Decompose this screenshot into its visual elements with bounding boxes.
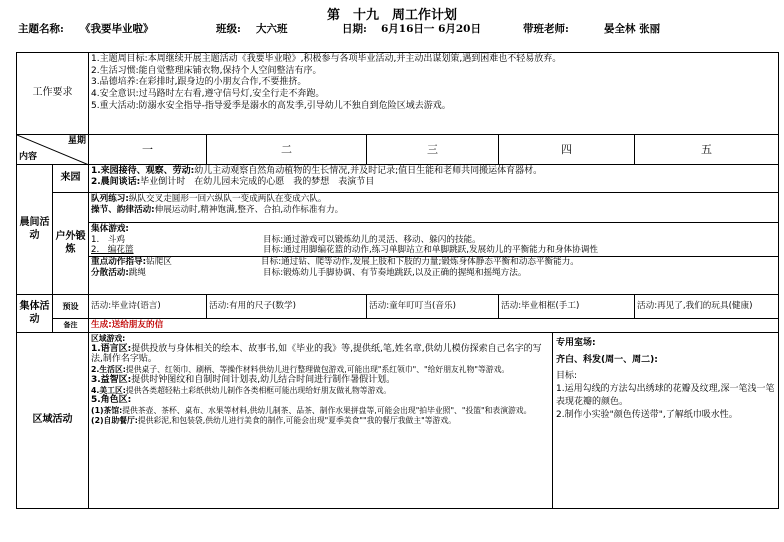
activity-wednesday: 活动:童年叮叮当(音乐) — [367, 295, 499, 319]
theme-value: 《我要毕业啦》 — [80, 23, 154, 35]
arrival-line1-title: 1.来园接待、观察、劳动: — [91, 166, 195, 176]
rhythm-title: 操节、韵律活动: — [91, 204, 155, 215]
generated-activity: 生成:送给朋友的信 — [89, 319, 779, 333]
art-area-text: 提供各类超轻粘土彩纸供幼儿制作各类相框可能出现给好朋友做礼物等游戏。 — [125, 385, 391, 395]
drill-title: 队列练习: — [91, 194, 129, 204]
corner-week-label: 星期 — [67, 136, 86, 146]
theme-label: 主题名称: — [18, 23, 64, 35]
class-value: 大六班 — [256, 23, 288, 35]
collective-activities-label: 集体活动 — [17, 295, 53, 333]
arrival-label: 来园 — [53, 165, 89, 193]
activity-thursday: 活动:毕业相框(手工) — [499, 295, 635, 319]
teahouse-title: (1)茶馆: — [91, 406, 123, 416]
date-label: 日期: — [342, 23, 367, 35]
day-thursday: 四 — [499, 135, 635, 165]
class-label: 班级: — [216, 23, 241, 35]
art-area-title: 4.美工区: — [91, 385, 126, 395]
puzzle-area-text: 提供时钟图纹和自制时间计划表,幼儿结合时间进行制作暑假计划。 — [131, 374, 396, 385]
note-label: 备注 — [53, 319, 89, 333]
group-activity-goal: 目标:锻炼幼儿手脚协调、有节奏地跳跃,以及正确的握绳和摇绳方法。 — [263, 267, 527, 278]
game-2-goal: 目标:通过用脚编花篮的动作,练习单脚站立和单脚跳跃,发展幼儿的平衡能力和身体协调性 — [263, 245, 598, 256]
page-title: 第 十九 周工作计划 — [326, 8, 457, 23]
special-goal-1: 1.运用勾线的方法勾出绣球的花瓣及纹理,深一笔浅一笔表现花瓣的颜色。 — [556, 384, 775, 408]
teacher-value: 晏全林 张丽 — [604, 23, 661, 35]
group-activity-title: 分散活动: — [91, 267, 129, 278]
day-friday: 五 — [635, 135, 779, 165]
preset-label: 预设 — [53, 295, 89, 319]
buffet-title: (2)自助餐厅: — [91, 415, 138, 425]
puzzle-area-title: 3.益智区: — [91, 374, 132, 385]
day-tuesday: 二 — [207, 135, 367, 165]
morning-activities-label: 晨间活动 — [17, 165, 53, 295]
special-rooms-schedule: 齐白、科发(周一、周二): — [556, 355, 658, 366]
game-1: 1. 斗鸡 — [91, 234, 125, 245]
special-goal-label: 目标: — [556, 371, 578, 382]
game-1-goal: 目标:通过游戏可以锻炼幼儿的灵活、移动、躲闪的技能。 — [263, 234, 481, 245]
requirement-item: 4.安全意识:过马路时左右看,遵守信号灯,安全行走不奔跑。 — [91, 89, 325, 100]
exercise-drills — [89, 193, 779, 223]
week-corner-cell — [17, 135, 89, 165]
special-rooms-content — [553, 333, 779, 509]
area-games-content — [89, 333, 553, 509]
requirement-item: 5.重大活动:防溺水安全指导-指导爱季是溺水的高发季,引导幼儿不独自到危险区域去游戏。 — [91, 100, 451, 111]
key-action-value: 钻爬区 — [146, 257, 172, 268]
games-title: 集体游戏: — [91, 224, 129, 234]
day-monday: 一 — [89, 135, 207, 165]
language-area-text: 提供投放与身体相关的绘本、故事书,如《毕业的我》等,提供纸,笔,姓名章,供幼儿模仿探索自己名字的写法,制作名字贴。 — [91, 343, 542, 365]
area-activities-label: 区域活动 — [17, 333, 89, 509]
key-action-title: 重点动作指导: — [91, 257, 146, 268]
arrival-content — [89, 165, 779, 193]
rhythm-text: 伸展运动时,精神饱满,整齐、合拍,动作标准有力。 — [154, 204, 344, 215]
activity-monday: 活动:毕业诗(语言) — [89, 295, 207, 319]
arrival-line2-title: 2.晨间谈话: — [91, 177, 141, 188]
teacher-label: 带班老师: — [523, 23, 569, 35]
work-requirements-label: 工作要求 — [17, 53, 89, 135]
day-wednesday: 三 — [367, 135, 499, 165]
group-activity-value: 跳绳 — [128, 267, 147, 278]
requirement-item: 2.生活习惯:能自觉整理床铺衣物,保持个人空间整洁有序。 — [91, 65, 322, 76]
teahouse-text: 提供茶壶、茶杯、桌布、水果等材料,供幼儿制茶、品茶、制作水果拼盘等,可能会出现"拍毕业照"、"投篮"和表演游戏。 — [122, 406, 532, 416]
game-2: 2. 编花篮 — [91, 245, 134, 256]
activity-friday: 活动:再见了,我们的玩具(健康) — [635, 295, 779, 319]
requirement-item: 3.品德培养:在彩排时,跟身边的小朋友合作,不要推挤。 — [91, 77, 307, 88]
header-info — [18, 21, 778, 35]
corner-content-label: 内容 — [19, 151, 38, 162]
buffet-text: 提供彩泥,和包装袋,供幼儿进行美食的制作,可能会出现"夏季美食""我的餐厅我做主"等游戏。 — [137, 415, 456, 425]
weekly-plan-table — [16, 52, 779, 509]
outdoor-exercise-label: 户外锻炼 — [53, 193, 89, 295]
activity-tuesday: 活动:有用的尺子(数学) — [207, 295, 367, 319]
special-goal-2: 2.制作小实验"颜色传送带",了解纸巾吸水性。 — [556, 410, 738, 421]
life-area-title: 2.生活区: — [91, 365, 126, 375]
work-requirements-content — [89, 53, 779, 135]
date-value: 6月16日一 6月20日 — [381, 23, 481, 35]
role-area-title: 5.角色区: — [91, 395, 132, 406]
key-action-goal: 目标:通过钻、爬等动作,发展上肢和下肢的力量;锻炼身体静态平衡和动态平衡能力。 — [261, 257, 579, 268]
life-area-text: 提供桌子、红领巾、刷柄、等操作材料供幼儿进行整理做包游戏,可能出现"系红领巾"、"给好朋友礼物"等游戏。 — [125, 365, 510, 375]
exercise-games — [89, 223, 779, 295]
language-area-title: 1.语言区: — [91, 343, 132, 354]
arrival-line2-text: 毕业倒计时 在幼儿园未完成的心愿 我的梦想 表演节目 — [140, 177, 375, 188]
requirement-item: 1.主题周目标:本周继续开展主题活动《我要毕业啦》,积极参与各项毕业活动,并主动出谋划策,遇到困难也不轻易放弃。 — [91, 54, 562, 64]
arrival-line1-text: 幼儿主动观察自然角动植物的生长情况,并及时记录;值日生能和老师共同搬运体育器材。 — [194, 166, 543, 176]
area-games-title: 区域游戏: — [91, 334, 126, 343]
drill-text: 纵队交叉走圆形一回六纵队一变成两队在变成六队。 — [128, 194, 327, 204]
special-rooms-title: 专用室场: — [556, 338, 596, 348]
